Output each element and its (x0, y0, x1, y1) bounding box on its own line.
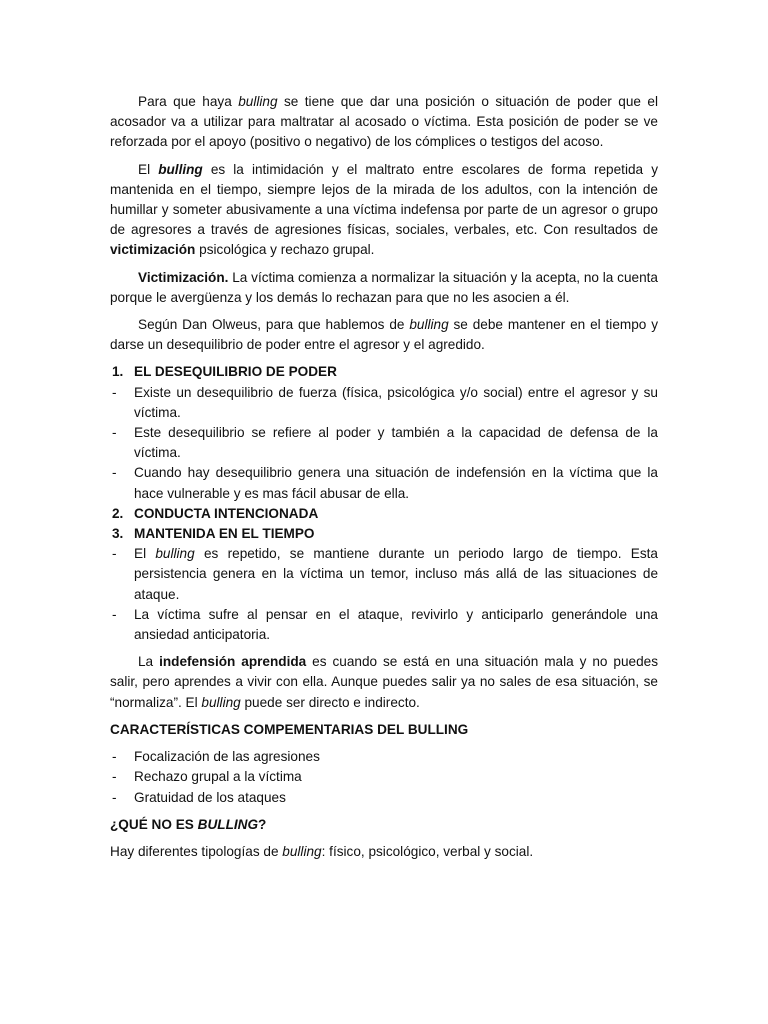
list-item-numbered (110, 362, 658, 382)
list-item-bullet (110, 767, 658, 787)
text-run: ¿QUÉ NO ES (110, 816, 198, 832)
text-run: Para que haya (138, 94, 239, 109)
text-run: Según Dan Olweus, para que hablemos de (138, 317, 410, 333)
document-page (110, 92, 658, 869)
text-run: es cuando se está en una situación mala y no puedes salir, pero aprendes a vivir con ella. Aunque puedes salir ya no sales de esa situación, se “normaliza”. El (110, 654, 658, 710)
bold-italic-term: bulling (158, 161, 203, 177)
list-item-bullet (110, 747, 658, 767)
paragraph-tipologias (110, 842, 658, 862)
list-item-text: Gratuidad de los ataques (134, 789, 286, 805)
text-run: psicológica y rechazo grupal. (195, 242, 375, 258)
list-item-text (134, 544, 658, 605)
dash-bullet: - (112, 769, 117, 785)
bold-term: indefensión aprendida (159, 654, 307, 670)
dash-bullet: - (112, 425, 117, 441)
text-run: se debe mantener en el tiempo y darse un desequilibrio de poder entre el agresor y el agredido. (110, 317, 658, 353)
section-heading-que-no-es (110, 815, 658, 835)
italic-term: bulling (155, 546, 195, 562)
dash-bullet: - (112, 789, 117, 805)
paragraph-indefension (110, 652, 658, 713)
dash-bullet: - (112, 749, 117, 765)
text-run: se tiene que dar una posición o situación de poder que el acosador va a utilizar para maltratar al acosado o víctima. Esta posición de poder se ve reforzada por el apoyo (positivo o negativo) de los cómplices o testigos del acoso. (110, 94, 658, 150)
list-item-bullet (110, 605, 658, 645)
list-number: 3. (112, 526, 124, 542)
paragraph-definicion (110, 160, 658, 261)
list-item-numbered (110, 524, 658, 544)
list-item-heading: EL DESEQUILIBRIO DE PODER (134, 364, 337, 380)
list-item-bullet (110, 463, 658, 503)
characteristics-list (110, 747, 658, 808)
text-run: El (134, 546, 156, 562)
paragraph-poder (110, 92, 658, 153)
dash-bullet: - (112, 546, 117, 562)
list-item-text: Cuando hay desequilibrio genera una situación de indefensión en la víctima que la hace vulnerable y es mas fácil abusar de ella. (134, 465, 658, 501)
section-heading-caracteristicas: CARACTERÍSTICAS COMPEMENTARIAS DEL BULLING (110, 721, 469, 737)
italic-term: bulling (282, 843, 322, 859)
italic-term: bulling (201, 694, 241, 710)
bold-term: victimización (110, 242, 196, 258)
paragraph-victimizacion (110, 268, 658, 308)
list-item-text: Existe un desequilibrio de fuerza (física, psicológica y/o social) entre el agresor y su víctima. (134, 384, 658, 420)
list-item-bullet (110, 423, 658, 463)
text-run: es la intimidación y el maltrato entre escolares de forma repetida y mantenida en el tiempo, siempre lejos de la mirada de los adultos, con la intención de humillar y someter abusivamente a una víctima indefensa por parte de un agresor o grupo de agresores a través de agresiones físicas, sociales, verbales, etc. Con resultados de (110, 161, 658, 238)
criteria-list (110, 362, 658, 645)
list-item-bullet (110, 544, 658, 605)
text-run: ? (258, 816, 267, 832)
list-item-text: Focalización de las agresiones (134, 749, 320, 765)
text-run: es repetido, se mantiene durante un periodo largo de tiempo. Esta persistencia genera en la víctima un temor, incluso más allá de las situaciones de ataque. (134, 546, 658, 602)
text-run: La (138, 654, 160, 670)
list-item-numbered (110, 504, 658, 524)
italic-term: bulling (409, 317, 449, 333)
paragraph-olweus (110, 315, 658, 355)
list-item-text: La víctima sufre al pensar en el ataque, revivirlo y anticiparlo generándole una ansiedad anticipatoria. (134, 606, 658, 643)
bold-term: Victimización. (138, 269, 229, 285)
list-number: 1. (112, 364, 124, 380)
list-item-bullet (110, 383, 658, 423)
list-number: 2. (112, 505, 124, 521)
dash-bullet: - (112, 606, 117, 622)
list-item-bullet (110, 788, 658, 808)
list-item-text: Rechazo grupal a la víctima (134, 769, 302, 785)
dash-bullet: - (112, 384, 117, 400)
italic-term: bulling (238, 94, 278, 109)
italic-term: BULLING (197, 816, 259, 832)
list-item-heading: CONDUCTA INTENCIONADA (134, 505, 319, 521)
text-run: : físico, psicológico, verbal y social. (321, 843, 534, 859)
text-run: Hay diferentes tipologías de (110, 843, 283, 859)
text-run: La víctima comienza a normalizar la situación y la acepta, no la cuenta porque le avergüenza y los demás lo rechazan para que no les asocien a él. (110, 269, 658, 305)
list-item-text: Este desequilibrio se refiere al poder y también a la capacidad de defensa de la víctima. (134, 425, 658, 461)
list-item-heading: MANTENIDA EN EL TIEMPO (134, 526, 315, 542)
text-run: puede ser directo e indirecto. (240, 694, 420, 710)
dash-bullet: - (112, 465, 117, 481)
text-run: El (138, 161, 159, 177)
